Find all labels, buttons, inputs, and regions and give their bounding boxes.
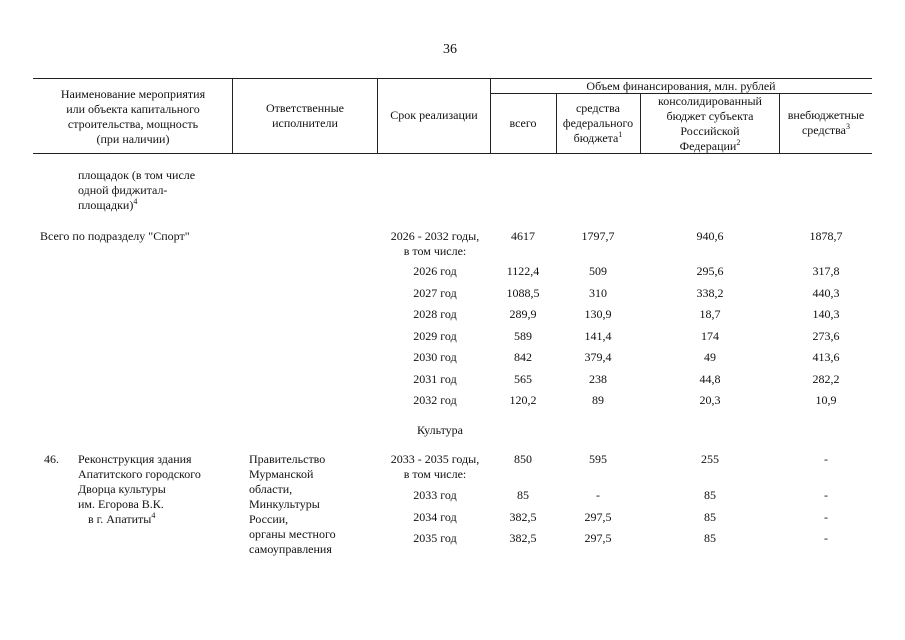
row-year: 2027 год [413,285,457,300]
row-regional: 85 [704,488,716,502]
row-offbudget: 140,3 [812,307,840,321]
row-total: 589 [514,328,532,343]
item-resp-line: России, [249,512,289,526]
header-col-off-line: средства [801,123,846,137]
header-col-name-line: Наименование мероприятия [60,87,206,101]
continuation-line: площадок (в том числе [78,168,196,182]
header-col-term: Срок реализации [390,108,478,122]
item-name-line: им. Егорова В.К. [78,497,164,511]
item-name-line: Апатитского городского [78,467,201,481]
header-col-fin-group: Объем финансирования, млн. рублей [586,79,776,93]
header-col-reg-line: бюджет субъекта [666,109,754,123]
row-year: 2035 год [413,531,457,545]
header-col-name-line: строительства, мощность [67,117,199,131]
header-col-off-line: внебюджетные [787,108,865,122]
header-divider-1 [232,78,233,153]
row-regional: 295,6 [696,264,724,278]
header-col-regional [642,94,778,154]
footnote-mark: 1 [618,130,623,139]
row-total: 382,5 [509,531,537,545]
header-col-reg-line: Федерации [679,139,737,153]
row-total: 120,2 [509,393,537,407]
header-col-federal [558,101,638,146]
item-number: 46. [44,452,59,466]
header-col-fed-line: бюджета [573,131,619,145]
row-regional: 44,8 [699,371,721,386]
row-year: 2026 год [413,264,457,278]
header-col-offbudget [781,108,871,138]
row-year: 2034 год [413,509,457,524]
footnote-mark: 3 [846,122,850,131]
row-regional: 49 [704,350,716,364]
row-federal: 310 [589,285,607,300]
header-col-name-line: или объекта капитального [66,102,200,116]
item-resp-line: органы местного [249,527,336,541]
sport-total-regional: 940,6 [696,229,724,243]
header-divider-4 [556,93,557,153]
row-regional: 174 [701,328,719,343]
term-line: 2033 - 2035 годы, [390,452,480,466]
row-total: 1122,4 [506,264,540,278]
item-resp-line: Мурманской [249,467,314,481]
item-federal: 595 [589,452,607,466]
row-year: 2032 год [413,393,457,407]
item-regional: 255 [701,452,719,466]
item-resp-line: Минкультуры [249,497,320,511]
item-responsible [249,452,377,557]
header-divider-5 [640,93,641,153]
section-title-culture: Культура [417,423,463,437]
row-total: 382,5 [509,509,537,524]
row-federal: - [596,488,600,502]
row-federal: 89 [592,393,604,407]
term-line: 2026 - 2032 годы, [390,229,480,243]
term-line: в том числе: [403,467,467,481]
row-federal: 379,4 [584,350,612,364]
row-total: 85 [517,488,529,502]
sport-total-offbudget: 1878,7 [809,229,843,243]
row-offbudget: 273,6 [812,328,840,343]
row-offbudget: - [824,488,828,502]
header-col-resp-line: исполнители [272,116,338,130]
row-offbudget: 317,8 [812,264,840,278]
footnote-mark: 2 [736,138,741,147]
row-offbudget: 440,3 [812,285,840,300]
row-federal: 238 [589,371,607,386]
header-col-name-line: (при наличии) [96,132,170,146]
row-offbudget: 10,9 [815,393,837,407]
header-divider-3 [490,78,491,153]
continuation-line: площадки) [78,198,134,212]
row-total: 565 [514,371,532,386]
row-total: 289,9 [509,307,537,321]
item-name-line: Реконструкция здания [78,452,192,466]
item-term [380,452,490,482]
header-col-name [40,87,226,147]
row-offbudget: 413,6 [812,350,840,364]
row-year: 2029 год [413,328,457,343]
page-number: 36 [443,42,457,57]
row-federal: 297,5 [584,531,612,545]
row-offbudget: - [824,509,828,524]
item-name-line: Дворца культуры [78,482,166,496]
item-total: 850 [514,452,532,466]
header-col-total: всего [509,116,537,130]
row-year: 2033 год [413,488,457,502]
row-offbudget: 282,2 [812,371,840,386]
row-federal: 141,4 [584,328,612,343]
row-regional: 85 [704,531,716,545]
header-col-reg-line: консолидированный [658,94,762,108]
row-regional: 338,2 [696,285,724,300]
sport-total-term [380,229,490,259]
header-divider-2 [377,78,378,153]
sport-total-federal: 1797,7 [581,229,615,243]
term-line: в том числе: [403,244,467,258]
row-total: 842 [514,350,532,364]
footnote-mark: 4 [151,511,156,520]
item-resp-line: области, [249,482,293,496]
row-federal: 130,9 [584,307,612,321]
row-federal: 509 [589,264,607,278]
item-resp-line: Правительство [249,452,326,466]
row-year: 2028 год [413,307,457,321]
header-col-reg-line: Российской [680,124,740,138]
row-regional: 85 [704,509,716,524]
continuation-text [78,168,238,213]
sport-total-label: Всего по подразделу "Спорт" [40,229,190,243]
row-regional: 18,7 [699,307,721,321]
header-col-responsible [236,101,374,131]
row-regional: 20,3 [699,393,721,407]
continuation-line: одной фиджитал- [78,183,168,197]
item-name-line: в г. Апатиты [88,512,152,526]
row-year: 2030 год [413,350,457,364]
header-col-resp-line: Ответственные [266,101,344,115]
header-divider-6 [779,93,780,153]
sport-total-sum: 4617 [511,229,535,243]
item-resp-line: самоуправления [249,542,332,556]
header-col-fed-line: средства [575,101,620,115]
item-offbudget: - [824,452,828,466]
row-year: 2031 год [413,371,457,386]
row-federal: 297,5 [584,509,612,524]
item-name [78,452,238,527]
header-col-fed-line: федерального [562,116,634,130]
row-total: 1088,5 [506,285,540,300]
footnote-mark: 4 [133,197,138,206]
row-offbudget: - [824,531,828,545]
